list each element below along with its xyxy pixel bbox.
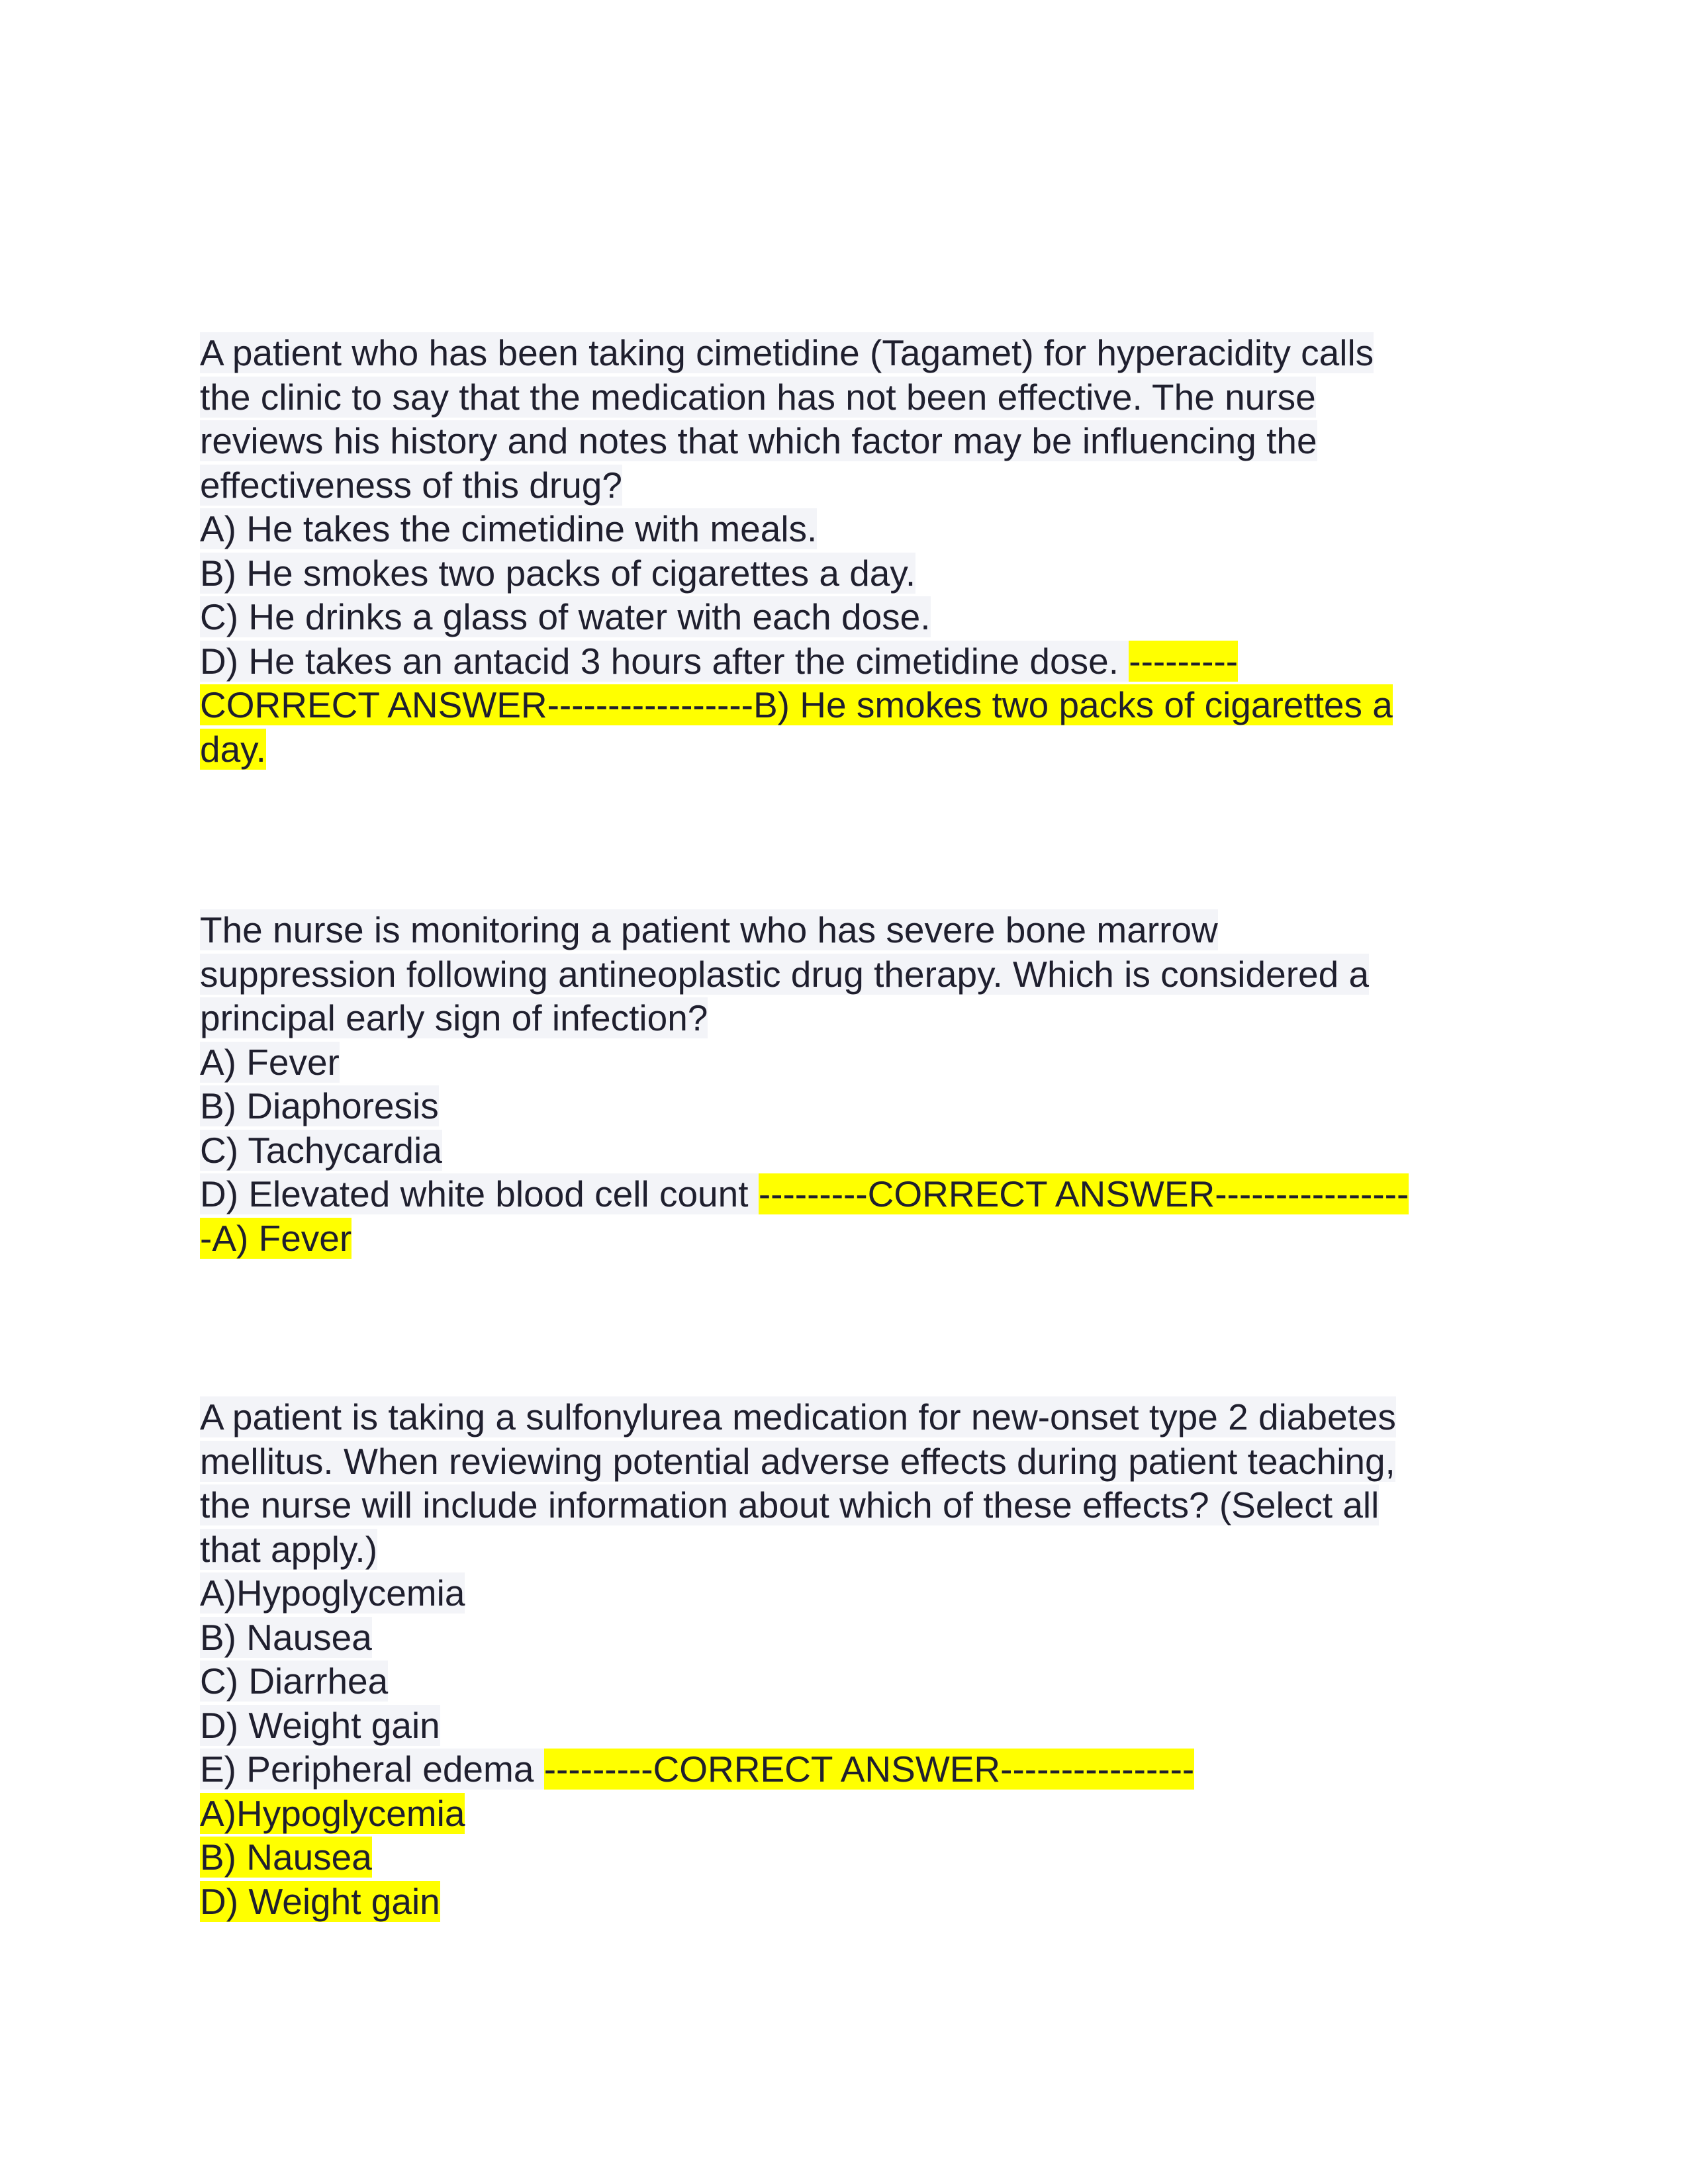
correct-answer-highlight: day. (200, 728, 266, 770)
question-block-3 (200, 1395, 1497, 1923)
question-block-2 (200, 908, 1497, 1260)
correct-answer-line (200, 727, 1497, 772)
correct-answer-highlight: ---------CORRECT ANSWER---------------- (543, 1749, 1195, 1790)
correct-answer-highlight: A)Hypoglycemia (200, 1792, 465, 1834)
question-text-line: mellitus. When reviewing potential adverse effects during patient teaching, (200, 1440, 1395, 1482)
question-text-line: suppression following antineoplastic drug therapy. Which is considered a (200, 953, 1370, 995)
question-text-line: the clinic to say that the medication has not been effective. The nurse (200, 376, 1316, 418)
option-c: C) Diarrhea (200, 1661, 389, 1702)
option-d: D) Weight gain (200, 1704, 440, 1746)
correct-answer-line (200, 1216, 1497, 1261)
correct-answer-highlight: --------- (1129, 640, 1239, 682)
correct-answer-highlight: -A) Fever (200, 1217, 352, 1259)
question-text-line: effectiveness of this drug? (200, 464, 622, 506)
correct-answer-highlight: CORRECT ANSWER-----------------B) He smokes two packs of cigarettes a (200, 684, 1393, 725)
question-text-line: that apply.) (200, 1528, 378, 1570)
correct-answer-line (200, 683, 1497, 727)
question-text-line: principal early sign of infection? (200, 997, 708, 1038)
option-d: D) He takes an antacid 3 hours after the cimetidine dose. --------- (200, 640, 1239, 682)
option-d: D) Elevated white blood cell count ---------CORRECT ANSWER---------------- (200, 1173, 1409, 1214)
correct-answer-highlight: ---------CORRECT ANSWER---------------- (758, 1173, 1409, 1214)
question-text-line: The nurse is monitoring a patient who has severe bone marrow (200, 909, 1218, 950)
option-a: A) He takes the cimetidine with meals. (200, 508, 818, 549)
option-b: B) He smokes two packs of cigarettes a day. (200, 552, 916, 594)
question-text-line: A patient who has been taking cimetidine (Tagamet) for hyperacidity calls (200, 332, 1374, 373)
option-c: C) He drinks a glass of water with each dose. (200, 596, 931, 637)
correct-answer-line (200, 1792, 1497, 1836)
option-b: B) Diaphoresis (200, 1085, 439, 1126)
option-c: C) Tachycardia (200, 1129, 442, 1171)
option-b: B) Nausea (200, 1616, 372, 1658)
question-block-1 (200, 331, 1497, 771)
question-text-line: the nurse will include information about which of these effects? (Select all (200, 1484, 1380, 1525)
option-a: A)Hypoglycemia (200, 1572, 465, 1614)
correct-answer-line (200, 1835, 1497, 1880)
correct-answer-line (200, 1880, 1497, 1924)
question-text-line: A patient is taking a sulfonylurea medication for new-onset type 2 diabetes (200, 1396, 1396, 1437)
question-text-line: reviews his history and notes that which factor may be influencing the (200, 420, 1317, 461)
option-a: A) Fever (200, 1041, 340, 1083)
correct-answer-highlight: D) Weight gain (200, 1880, 440, 1922)
correct-answer-highlight: B) Nausea (200, 1837, 372, 1878)
option-e: E) Peripheral edema ---------CORRECT ANSWER---------------- (200, 1749, 1195, 1790)
